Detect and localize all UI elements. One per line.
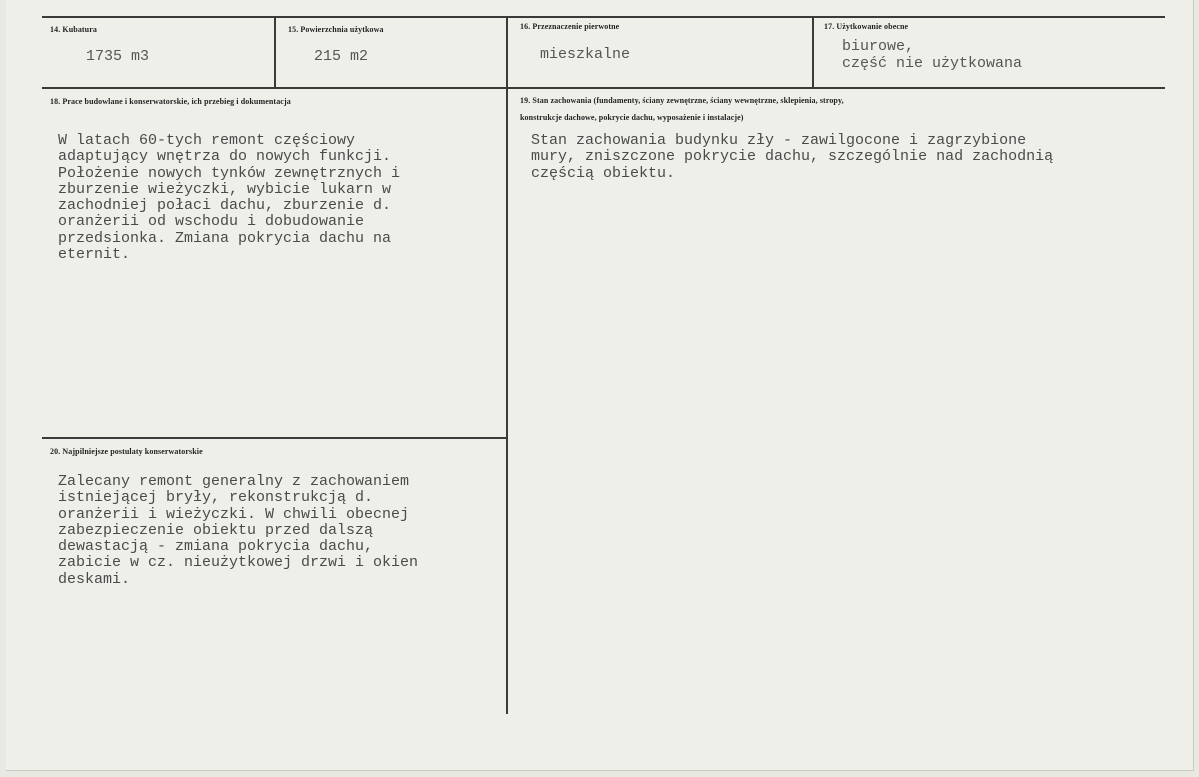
field-15-value: 215 m2 [314, 48, 369, 65]
field-19-label-line2: konstrukcje dachowe, pokrycie dachu, wyposażenie i instalacje) [520, 113, 744, 122]
divider-15-16 [506, 17, 508, 89]
field-18-value: W latach 60-tych remont częściowy adaptujący wnętrza do nowych funkcji. Położenie nowych tynków zewnętrznych i zburzenie wieżyczki, wybicie lukarn w zachodniej połaci dachu, zburzenie d. oranżerii od wschodu i dobudowanie przedsionka. Zmiana pokrycia dachu na eternit. [58, 132, 401, 264]
divider-18-20 [42, 437, 507, 439]
field-16-label: 16. Przeznaczenie pierwotne [520, 22, 620, 31]
field-15-label: 15. Powierzchnia użytkowa [288, 25, 384, 34]
row1-bottom-rule [42, 87, 1165, 89]
field-18-label: 18. Prace budowlane i konserwatorskie, ich przebieg i dokumentacja [50, 97, 291, 106]
field-17-label: 17. Użytkowanie obecne [824, 22, 909, 31]
field-20-label: 20. Najpilniejsze postulaty konserwatorskie [50, 447, 203, 456]
field-20-value: Zalecany remont generalny z zachowaniem istniejącej bryły, rekonstrukcją d. oranżerii i wieżyczki. W chwili obecnej zabezpieczenie obiektu przed dalszą dewastacją - zmiana pokrycia dachu, zabicie w cz. nieużytkowej drzwi i okien deskami. [58, 473, 419, 588]
divider-16-17 [812, 17, 814, 89]
form-sheet [6, 0, 1194, 771]
top-rule [42, 16, 1165, 18]
field-16-value: mieszkalne [540, 46, 631, 63]
field-17-value: biurowe, część nie użytkowana [842, 38, 1023, 72]
field-14-label: 14. Kubatura [50, 25, 97, 34]
field-19-label-line1: 19. Stan zachowania (fundamenty, ściany zewnętrzne, ściany wewnętrzne, sklepienia, stropy, [520, 96, 844, 105]
divider-left-right [506, 88, 508, 714]
divider-14-15 [274, 17, 276, 89]
field-19-value: Stan zachowania budynku zły - zawilgocone i zagrzybione mury, zniszczone pokrycie dachu, szczególnie nad zachodnią częścią obiektu. [531, 132, 1054, 182]
field-14-value: 1735 m3 [86, 48, 150, 65]
